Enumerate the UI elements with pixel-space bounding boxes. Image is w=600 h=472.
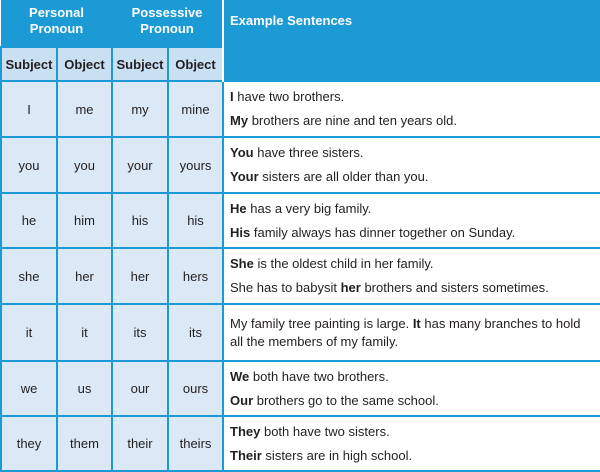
example-sentence — [230, 168, 596, 186]
personal-subject-header: Subject — [1, 47, 57, 81]
possessive-subject-cell: my — [112, 81, 168, 137]
table-row — [1, 137, 600, 193]
sentence-text: She has to babysit — [230, 280, 341, 295]
example-sentence — [230, 447, 596, 465]
table-row — [1, 304, 600, 361]
possessive-object-header: Object — [168, 47, 223, 81]
table-row — [1, 193, 600, 248]
possessive-subject-cell: her — [112, 248, 168, 304]
pronoun-highlight: You — [230, 145, 254, 160]
personal-object-cell: it — [57, 304, 112, 361]
sentence-text: has many branches to hold all the members of my family. — [230, 315, 581, 349]
possessive-subject-cell: his — [112, 193, 168, 248]
sentence-text: brothers and sisters sometimes. — [360, 280, 549, 295]
personal-object-cell: you — [57, 137, 112, 193]
example-sentences-cell — [223, 361, 600, 416]
sentence-text: both have two sisters. — [260, 423, 390, 439]
sentence-text: sisters are in high school. — [261, 447, 413, 463]
example-sentences-header: Example Sentences — [223, 0, 600, 81]
sentence-text: have two brothers. — [233, 89, 345, 104]
table-row — [1, 81, 600, 137]
personal-subject-cell: it — [1, 304, 57, 361]
personal-subject-cell: we — [1, 361, 57, 416]
group-header-row — [1, 0, 600, 47]
example-sentences-cell — [223, 193, 600, 248]
personal-object-cell: her — [57, 248, 112, 304]
possessive-object-cell: his — [168, 193, 223, 248]
personal-subject-cell: they — [1, 416, 57, 471]
example-sentence — [230, 112, 596, 130]
example-sentence — [230, 88, 596, 106]
personal-pronoun-header: Personal Pronoun — [1, 0, 112, 47]
example-sentence — [230, 392, 596, 410]
possessive-object-cell: its — [168, 304, 223, 361]
possessive-object-cell: ours — [168, 361, 223, 416]
personal-object-cell: them — [57, 416, 112, 471]
pronoun-highlight: Our — [230, 392, 254, 408]
pronoun-highlight: Your — [230, 169, 259, 184]
sentence-text: family always has dinner together on Sunday. — [250, 224, 516, 240]
possessive-object-cell: yours — [168, 137, 223, 193]
example-sentence — [230, 368, 596, 386]
sentence-text: sisters are all older than you. — [258, 169, 429, 184]
possessive-object-cell: hers — [168, 248, 223, 304]
sentence-text: both have two brothers. — [249, 368, 389, 384]
table-row — [1, 416, 600, 471]
personal-subject-cell: he — [1, 193, 57, 248]
pronoun-highlight: My — [230, 113, 249, 128]
table-row — [1, 248, 600, 304]
personal-object-cell: us — [57, 361, 112, 416]
possessive-subject-header: Subject — [112, 47, 168, 81]
possessive-object-cell: mine — [168, 81, 223, 137]
personal-object-header: Object — [57, 47, 112, 81]
table-body — [1, 81, 600, 471]
possessive-subject-cell: its — [112, 304, 168, 361]
example-sentence — [230, 279, 596, 297]
possessive-object-cell: theirs — [168, 416, 223, 471]
possessive-pronoun-header: Possessive Pronoun — [112, 0, 223, 47]
personal-subject-cell: I — [1, 81, 57, 137]
sentence-text: My family tree painting is large. — [230, 315, 413, 331]
example-sentence — [230, 315, 596, 351]
pronoun-highlight: her — [340, 280, 361, 295]
example-sentences-cell — [223, 248, 600, 304]
personal-object-cell: me — [57, 81, 112, 137]
example-sentences-cell — [223, 416, 600, 471]
pronoun-highlight: She — [230, 256, 254, 271]
sentence-text: brothers are nine and ten years old. — [248, 113, 457, 128]
example-sentences-cell — [223, 304, 600, 361]
pronoun-highlight: His — [230, 224, 251, 240]
table-row — [1, 361, 600, 416]
possessive-subject-cell: their — [112, 416, 168, 471]
example-sentence — [230, 144, 596, 162]
possessive-subject-cell: our — [112, 361, 168, 416]
pronoun-highlight: He — [230, 200, 247, 216]
sentence-text: have three sisters. — [253, 145, 364, 160]
pronoun-highlight: We — [230, 368, 250, 384]
example-sentences-cell — [223, 137, 600, 193]
pronoun-highlight: It — [412, 315, 421, 331]
example-sentence — [230, 200, 596, 218]
pronoun-highlight: They — [230, 423, 261, 439]
example-sentences-cell — [223, 81, 600, 137]
example-sentence — [230, 255, 596, 273]
pronoun-highlight: I — [230, 89, 234, 104]
possessive-subject-cell: your — [112, 137, 168, 193]
pronoun-highlight: Their — [230, 447, 262, 463]
example-sentence — [230, 224, 596, 242]
sentence-text: brothers go to the same school. — [253, 392, 439, 408]
personal-object-cell: him — [57, 193, 112, 248]
personal-subject-cell: she — [1, 248, 57, 304]
sentence-text: has a very big family. — [246, 200, 372, 216]
sentence-text: is the oldest child in her family. — [253, 256, 434, 271]
personal-subject-cell: you — [1, 137, 57, 193]
example-sentence — [230, 423, 596, 441]
